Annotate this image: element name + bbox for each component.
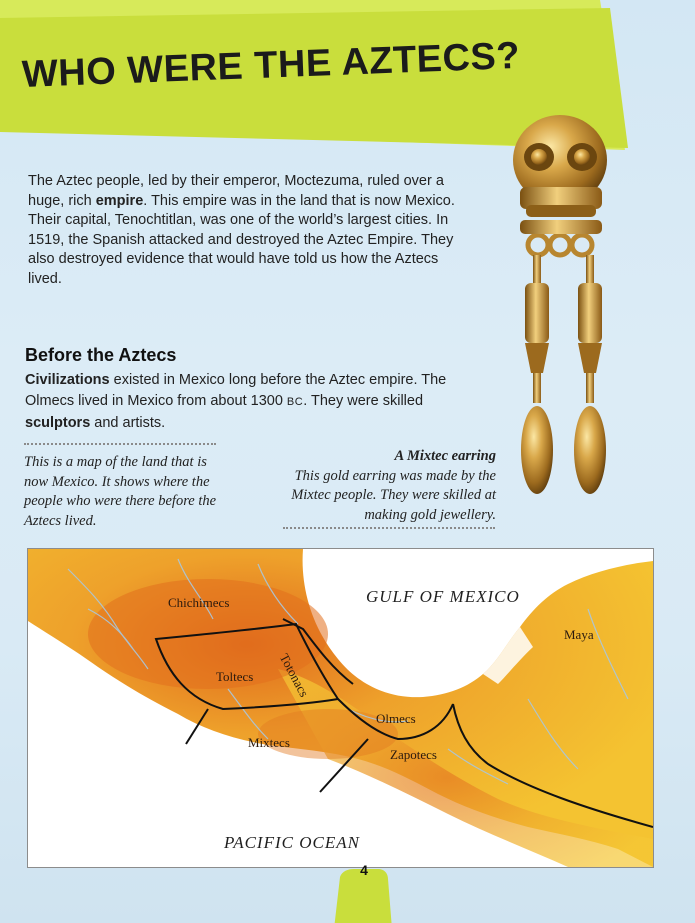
mixtec-earring-image [498,105,648,525]
region-label-olmecs: Olmecs [376,711,416,726]
glossary-term-sculptors: sculptors [25,415,91,431]
pacific-ocean-label: PACIFIC OCEAN [224,833,360,852]
region-label-totonacs: Totonacs [276,651,312,700]
earring-caption-text: This gold earring was made by the Mixtec people. They were skilled at making gold jewellery. [291,467,496,523]
page-number: 4 [360,862,368,878]
section-text-3: and artists. [90,415,166,431]
caption-divider-right [283,527,495,529]
section-text-1: existed in Mexico long before the Aztec empire. The Olmecs lived in Mexico from about 1300 [25,372,447,409]
gulf-of-mexico-label: GULF OF MEXICO [366,587,520,606]
section-heading: Before the Aztecs [25,345,177,365]
era-label: BC [286,396,304,408]
region-label-mixtecs: Mixtecs [248,735,290,750]
map-graphic [28,549,653,867]
region-label-toltecs: Toltecs [216,669,254,684]
glossary-term-civilizations: Civilizations [25,372,110,388]
intro-text-part2: . This empire was in the land that is now Mexico. Their capital, Tenochtitlan, was one of the world’s largest cities. In 1519, the Spanish attacked and destroyed the Aztec Empire. They also destroyed evidence that would have told us how the Aztecs lived. [28,192,455,287]
map-caption: This is a map of the land that is now Mexico. It shows where the people who were there before the Aztecs lived. [24,454,217,529]
glossary-term-empire: empire [95,192,144,209]
mexico-map [27,548,654,868]
region-label-zapotecs: Zapotecs [390,747,437,762]
region-label-maya: Maya [564,627,594,642]
section-text-2: . They were skilled [303,393,424,409]
intro-paragraph [28,172,476,289]
earring-caption [270,447,496,525]
page-title: WHO WERE THE AZTECS? [21,34,521,96]
caption-divider-left [24,443,216,445]
intro-text-part1: The Aztec people, led by their emperor, Moctezuma, ruled over a huge, rich [28,173,444,209]
section-paragraph [25,370,465,434]
earring-caption-title: A Mixtec earring [394,448,496,464]
region-label-chichimecs: Chichimecs [168,595,230,610]
